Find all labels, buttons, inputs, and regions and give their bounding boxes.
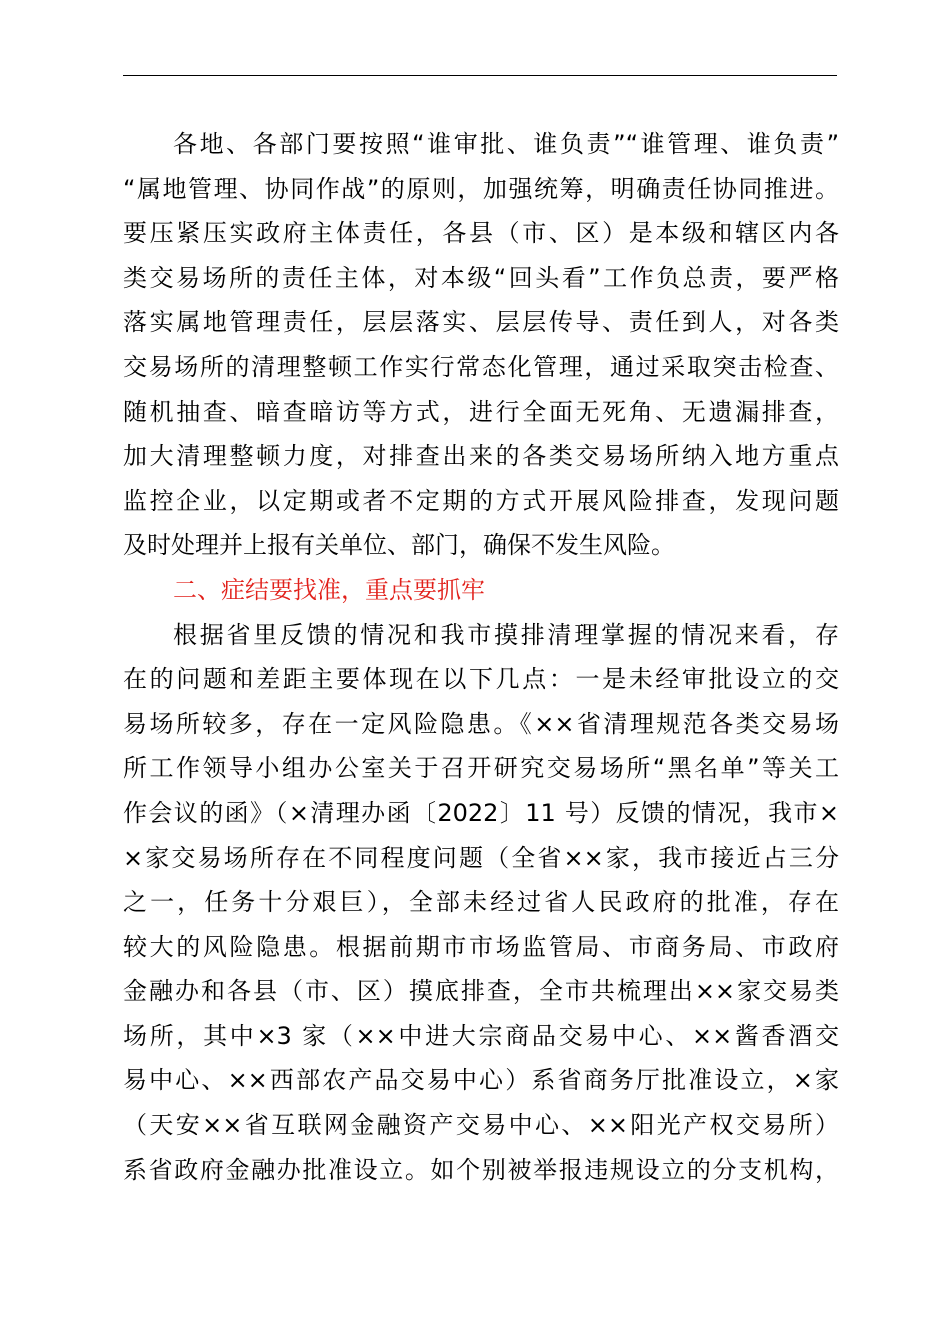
paragraph-line: 易中心、××西部农产品交易中心）系省商务厅批准设立，×家 <box>123 1066 839 1095</box>
paragraph-line: 监控企业，以定期或者不定期的方式开展风险排查，发现问题 <box>123 486 839 515</box>
paragraph-responsibility <box>123 122 839 568</box>
paragraph-line: （天安××省互联网金融资产交易中心、××阳光产权交易所） <box>123 1111 839 1140</box>
paragraph-line: 各地、各部门要按照“谁审批、谁负责”“谁管理、谁负责” <box>173 130 839 158</box>
paragraph-line: 落实属地管理责任，层层落实、层层传导、责任到人，对各类 <box>123 308 839 337</box>
document-body <box>123 122 839 1192</box>
paragraph-line: 作会议的函》（×清理办函〔2022〕11 号）反馈的情况，我市× <box>123 798 839 827</box>
paragraph-line: 加大清理整顿力度，对排查出来的各类交易场所纳入地方重点 <box>123 442 839 471</box>
header-rule <box>123 75 837 76</box>
paragraph-line: 之一，任务十分艰巨），全部未经过省人民政府的批准，存在 <box>123 888 839 917</box>
paragraph-problems <box>123 613 839 1193</box>
paragraph-line: 场所，其中×3 家（××中进大宗商品交易中心、××酱香酒交 <box>123 1021 839 1050</box>
paragraph-line: 要压紧压实政府主体责任，各县（市、区）是本级和辖区内各 <box>123 219 839 248</box>
paragraph-line: 类交易场所的责任主体，对本级“回头看”工作负总责，要严格 <box>123 263 839 292</box>
paragraph-line: 所工作领导小组办公室关于召开研究交易场所“黑名单”等关工 <box>123 754 839 783</box>
paragraph-line: 随机抽查、暗查暗访等方式，进行全面无死角、无遗漏排查， <box>123 397 839 426</box>
paragraph-line: 金融办和各县（市、区）摸底排查，全市共梳理出××家交易类 <box>123 977 839 1006</box>
section-heading: 二、症结要找准，重点要抓牢 <box>173 575 485 604</box>
paragraph-line: 交易场所的清理整顿工作实行常态化管理，通过采取突击检查、 <box>123 352 839 381</box>
paragraph-line: 较大的风险隐患。根据前期市市场监管局、市商务局、市政府 <box>123 932 839 961</box>
paragraph-line: 系省政府金融办批准设立。如个别被举报违规设立的分支机构， <box>123 1155 839 1184</box>
paragraph-line: ×家交易场所存在不同程度问题（全省××家，我市接近占三分 <box>123 843 839 872</box>
paragraph-line: 根据省里反馈的情况和我市摸排清理掌握的情况来看，存 <box>173 620 839 649</box>
paragraph-line: 易场所较多，存在一定风险隐患。《××省清理规范各类交易场 <box>123 709 839 738</box>
paragraph-line: 在的问题和差距主要体现在以下几点：一是未经审批设立的交 <box>123 665 839 694</box>
paragraph-line: “属地管理、协同作战”的原则，加强统筹，明确责任协同推进。 <box>123 174 839 203</box>
paragraph-line: 及时处理并上报有关单位、部门，确保不发生风险。 <box>123 531 675 560</box>
